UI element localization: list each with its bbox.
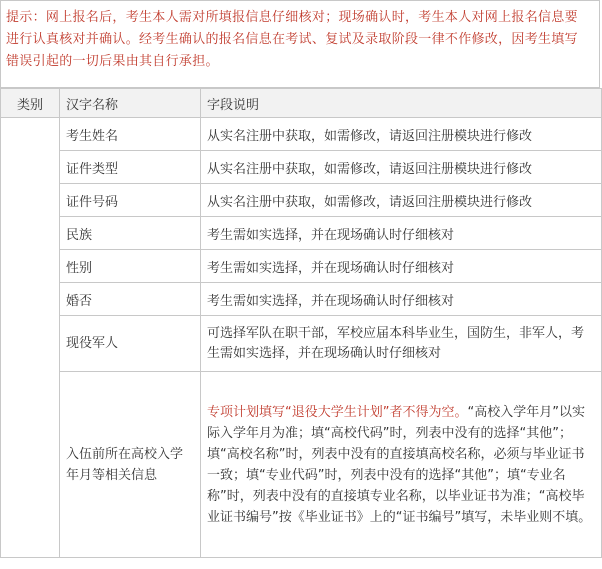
header-field-name: 汉字名称 [60,89,201,118]
field-name-cell: 证件类型 [60,151,201,184]
table-row [1,372,602,558]
field-desc-cell: 从实名注册中获取，如需修改，请返回注册模块进行修改 [201,184,602,217]
table-row [1,250,602,283]
field-desc-cell: 可选择军队在职干部，军校应届本科毕业生，国防生，非军人，考生需如实选择，并在现场确认时仔细核对 [201,316,602,372]
table-row [1,283,602,316]
header-field-desc: 字段说明 [201,89,602,118]
table-row [1,118,602,151]
field-desc-cell: 考生需如实选择，并在现场确认时仔细核对 [201,283,602,316]
notice-text: 提示：网上报名后，考生本人需对所填报信息仔细核对；现场确认时，考生本人对网上报名信息要进行认真核对并确认。经考生确认的报名信息在考试、复试及录取阶段一律不作修改，因考生填写错误引起的一切后果由其自行承担。 [0,0,600,88]
table-header-row [1,89,602,118]
field-desc-text: “高校入学年月”以实际入学年月为准；填“高校代码”时，列表中没有的选择“其他”；填“高校名称”时，列表中没有的直接填高校名称，必须与毕业证书一致；填“专业代码”时，列表中没有的选择“其他”；填“专业名称”时，列表中没有的直接填专业名称，以毕业证书为准；“高校毕业证书编号”按《毕业证书》上的“证书编号”填写，未毕业则不填。 [207,404,592,525]
table-row [1,184,602,217]
field-desc-cell [201,372,602,558]
field-desc-cell: 考生需如实选择，并在现场确认时仔细核对 [201,217,602,250]
field-table [0,88,602,558]
required-note: 专项计划填写“退役大学生计划”者不得为空。 [207,404,468,420]
category-cell [1,118,60,558]
field-desc-cell: 从实名注册中获取，如需修改，请返回注册模块进行修改 [201,118,602,151]
header-category: 类别 [1,89,60,118]
field-desc-cell: 考生需如实选择，并在现场确认时仔细核对 [201,250,602,283]
field-name-cell: 性别 [60,250,201,283]
table-row [1,316,602,372]
table-row [1,217,602,250]
table-row [1,151,602,184]
field-name-cell: 民族 [60,217,201,250]
field-name-cell: 证件号码 [60,184,201,217]
field-name-cell: 考生姓名 [60,118,201,151]
field-name-cell: 婚否 [60,283,201,316]
field-name-cell: 现役军人 [60,316,201,372]
field-name-cell: 入伍前所在高校入学年月等相关信息 [60,372,201,558]
field-desc-cell: 从实名注册中获取，如需修改，请返回注册模块进行修改 [201,151,602,184]
